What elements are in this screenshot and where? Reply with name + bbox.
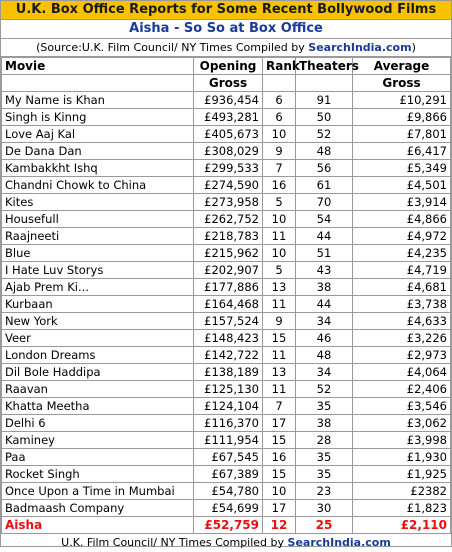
source-line-bottom — [1, 534, 451, 552]
cell-movie: Delhi 6 — [2, 415, 194, 432]
table-row — [2, 432, 451, 449]
cell-theaters: 38 — [296, 279, 353, 296]
cell-rank: 7 — [263, 398, 296, 415]
cell-average-gross: £10,291 — [353, 92, 451, 109]
cell-average-gross: £2382 — [353, 483, 451, 500]
cell-rank: 17 — [263, 500, 296, 517]
cell-movie: Rocket Singh — [2, 466, 194, 483]
table-row — [2, 364, 451, 381]
cell-theaters: 28 — [296, 432, 353, 449]
cell-average-gross: £3,914 — [353, 194, 451, 211]
cell-rank: 5 — [263, 194, 296, 211]
cell-opening-gross: £202,907 — [194, 262, 263, 279]
table-header-row — [2, 58, 451, 75]
col-header-theaters: Theaters — [296, 58, 353, 75]
table-body — [2, 92, 451, 534]
cell-movie: Dil Bole Haddipa — [2, 364, 194, 381]
col-header-average-gross-line2: Gross — [353, 75, 451, 92]
cell-average-gross: £2,973 — [353, 347, 451, 364]
cell-average-gross: £4,681 — [353, 279, 451, 296]
cell-opening-gross: £405,673 — [194, 126, 263, 143]
box-office-table — [1, 57, 451, 534]
cell-opening-gross: £52,759 — [194, 517, 263, 534]
cell-rank: 11 — [263, 228, 296, 245]
cell-average-gross: £4,501 — [353, 177, 451, 194]
cell-theaters: 35 — [296, 466, 353, 483]
table-row — [2, 296, 451, 313]
cell-average-gross: £4,972 — [353, 228, 451, 245]
cell-movie: Singh is Kinng — [2, 109, 194, 126]
cell-movie: Chandni Chowk to China — [2, 177, 194, 194]
cell-opening-gross: £54,699 — [194, 500, 263, 517]
col-header-movie: Movie — [2, 58, 194, 75]
cell-opening-gross: £262,752 — [194, 211, 263, 228]
cell-opening-gross: £273,958 — [194, 194, 263, 211]
cell-movie: Kaminey — [2, 432, 194, 449]
cell-average-gross: £1,823 — [353, 500, 451, 517]
cell-rank: 5 — [263, 262, 296, 279]
cell-opening-gross: £215,962 — [194, 245, 263, 262]
cell-rank: 10 — [263, 126, 296, 143]
cell-movie: Kurbaan — [2, 296, 194, 313]
source-line-top — [1, 39, 451, 57]
table-row-highlight — [2, 517, 451, 534]
cell-opening-gross: £218,783 — [194, 228, 263, 245]
table-row — [2, 415, 451, 432]
cell-rank: 13 — [263, 279, 296, 296]
cell-average-gross: £1,925 — [353, 466, 451, 483]
cell-opening-gross: £493,281 — [194, 109, 263, 126]
table-row — [2, 279, 451, 296]
cell-theaters: 44 — [296, 296, 353, 313]
table-row — [2, 500, 451, 517]
report-title: U.K. Box Office Reports for Some Recent Bollywood Films — [1, 1, 451, 20]
cell-opening-gross: £125,130 — [194, 381, 263, 398]
cell-movie: Kambakkht Ishq — [2, 160, 194, 177]
cell-opening-gross: £177,886 — [194, 279, 263, 296]
table-row — [2, 160, 451, 177]
cell-average-gross: £3,546 — [353, 398, 451, 415]
cell-opening-gross: £142,722 — [194, 347, 263, 364]
cell-movie: Housefull — [2, 211, 194, 228]
cell-average-gross: £1,930 — [353, 449, 451, 466]
cell-rank: 11 — [263, 296, 296, 313]
cell-theaters: 30 — [296, 500, 353, 517]
table-header-row-2 — [2, 75, 451, 92]
cell-rank: 11 — [263, 381, 296, 398]
col-header-movie-cont — [2, 75, 194, 92]
cell-movie: Once Upon a Time in Mumbai — [2, 483, 194, 500]
cell-theaters: 48 — [296, 143, 353, 160]
cell-theaters: 51 — [296, 245, 353, 262]
cell-rank: 9 — [263, 143, 296, 160]
cell-theaters: 46 — [296, 330, 353, 347]
cell-theaters: 50 — [296, 109, 353, 126]
cell-movie: Raajneeti — [2, 228, 194, 245]
cell-average-gross: £2,110 — [353, 517, 451, 534]
cell-theaters: 44 — [296, 228, 353, 245]
table-row — [2, 398, 451, 415]
cell-movie: Khatta Meetha — [2, 398, 194, 415]
cell-movie: Love Aaj Kal — [2, 126, 194, 143]
cell-average-gross: £4,719 — [353, 262, 451, 279]
table-row — [2, 109, 451, 126]
source-bottom-site-link[interactable]: SearchIndia.com — [287, 536, 391, 549]
cell-average-gross: £3,998 — [353, 432, 451, 449]
cell-theaters: 52 — [296, 126, 353, 143]
cell-rank: 12 — [263, 517, 296, 534]
cell-theaters: 70 — [296, 194, 353, 211]
cell-opening-gross: £164,468 — [194, 296, 263, 313]
cell-movie: Paa — [2, 449, 194, 466]
cell-rank: 10 — [263, 211, 296, 228]
cell-opening-gross: £157,524 — [194, 313, 263, 330]
cell-movie: Blue — [2, 245, 194, 262]
cell-theaters: 23 — [296, 483, 353, 500]
cell-opening-gross: £67,545 — [194, 449, 263, 466]
cell-opening-gross: £308,029 — [194, 143, 263, 160]
cell-rank: 13 — [263, 364, 296, 381]
cell-average-gross: £2,406 — [353, 381, 451, 398]
cell-opening-gross: £111,954 — [194, 432, 263, 449]
source-top-prefix: (Source:U.K. Film Council/ NY Times Compiled by — [36, 41, 309, 54]
cell-movie: I Hate Luv Storys — [2, 262, 194, 279]
cell-opening-gross: £116,370 — [194, 415, 263, 432]
cell-opening-gross: £148,423 — [194, 330, 263, 347]
cell-theaters: 54 — [296, 211, 353, 228]
cell-opening-gross: £138,189 — [194, 364, 263, 381]
cell-opening-gross: £299,533 — [194, 160, 263, 177]
cell-theaters: 48 — [296, 347, 353, 364]
table-row — [2, 228, 451, 245]
cell-average-gross: £3,062 — [353, 415, 451, 432]
col-header-theaters-cont — [296, 75, 353, 92]
source-top-site-link[interactable]: SearchIndia.com — [308, 41, 412, 54]
cell-rank: 11 — [263, 347, 296, 364]
cell-movie: Badmaash Company — [2, 500, 194, 517]
table-row — [2, 347, 451, 364]
table-row — [2, 92, 451, 109]
cell-rank: 17 — [263, 415, 296, 432]
cell-theaters: 91 — [296, 92, 353, 109]
cell-average-gross: £4,866 — [353, 211, 451, 228]
cell-theaters: 34 — [296, 313, 353, 330]
cell-movie: De Dana Dan — [2, 143, 194, 160]
cell-rank: 15 — [263, 466, 296, 483]
cell-theaters: 25 — [296, 517, 353, 534]
col-header-average-gross: Average — [353, 58, 451, 75]
cell-average-gross: £9,866 — [353, 109, 451, 126]
table-row — [2, 381, 451, 398]
source-top-suffix: ) — [411, 41, 416, 54]
col-header-opening-gross-line2: Gross — [194, 75, 263, 92]
cell-theaters: 38 — [296, 415, 353, 432]
cell-average-gross: £4,235 — [353, 245, 451, 262]
cell-opening-gross: £274,590 — [194, 177, 263, 194]
cell-average-gross: £4,633 — [353, 313, 451, 330]
cell-movie: Veer — [2, 330, 194, 347]
table-row — [2, 466, 451, 483]
table-row — [2, 126, 451, 143]
cell-movie: London Dreams — [2, 347, 194, 364]
source-bottom-prefix: U.K. Film Council/ NY Times Compiled by — [61, 536, 288, 549]
cell-opening-gross: £936,454 — [194, 92, 263, 109]
cell-average-gross: £6,417 — [353, 143, 451, 160]
cell-rank: 15 — [263, 432, 296, 449]
cell-movie: New York — [2, 313, 194, 330]
cell-movie: My Name is Khan — [2, 92, 194, 109]
table-row — [2, 313, 451, 330]
cell-movie: Raavan — [2, 381, 194, 398]
table-row — [2, 449, 451, 466]
cell-opening-gross: £67,389 — [194, 466, 263, 483]
table-row — [2, 143, 451, 160]
cell-theaters: 43 — [296, 262, 353, 279]
table-row — [2, 177, 451, 194]
cell-movie: Kites — [2, 194, 194, 211]
table-row — [2, 262, 451, 279]
cell-theaters: 52 — [296, 381, 353, 398]
cell-rank: 16 — [263, 449, 296, 466]
cell-average-gross: £3,226 — [353, 330, 451, 347]
cell-average-gross: £3,738 — [353, 296, 451, 313]
cell-rank: 7 — [263, 160, 296, 177]
cell-movie: Ajab Prem Ki... — [2, 279, 194, 296]
cell-theaters: 34 — [296, 364, 353, 381]
col-header-opening-gross: Opening — [194, 58, 263, 75]
cell-rank: 6 — [263, 92, 296, 109]
cell-theaters: 35 — [296, 398, 353, 415]
table-row — [2, 245, 451, 262]
cell-rank: 10 — [263, 483, 296, 500]
col-header-rank-cont — [263, 75, 296, 92]
cell-average-gross: £4,064 — [353, 364, 451, 381]
cell-theaters: 56 — [296, 160, 353, 177]
table-row — [2, 211, 451, 228]
col-header-rank: Rank — [263, 58, 296, 75]
cell-theaters: 35 — [296, 449, 353, 466]
table-row — [2, 483, 451, 500]
cell-opening-gross: £124,104 — [194, 398, 263, 415]
report-subtitle: Aisha - So So at Box Office — [1, 20, 451, 39]
cell-theaters: 61 — [296, 177, 353, 194]
table-row — [2, 330, 451, 347]
cell-rank: 9 — [263, 313, 296, 330]
cell-rank: 10 — [263, 245, 296, 262]
cell-movie: Aisha — [2, 517, 194, 534]
cell-rank: 15 — [263, 330, 296, 347]
table-row — [2, 194, 451, 211]
cell-average-gross: £5,349 — [353, 160, 451, 177]
cell-rank: 16 — [263, 177, 296, 194]
cell-rank: 6 — [263, 109, 296, 126]
cell-opening-gross: £54,780 — [194, 483, 263, 500]
cell-average-gross: £7,801 — [353, 126, 451, 143]
